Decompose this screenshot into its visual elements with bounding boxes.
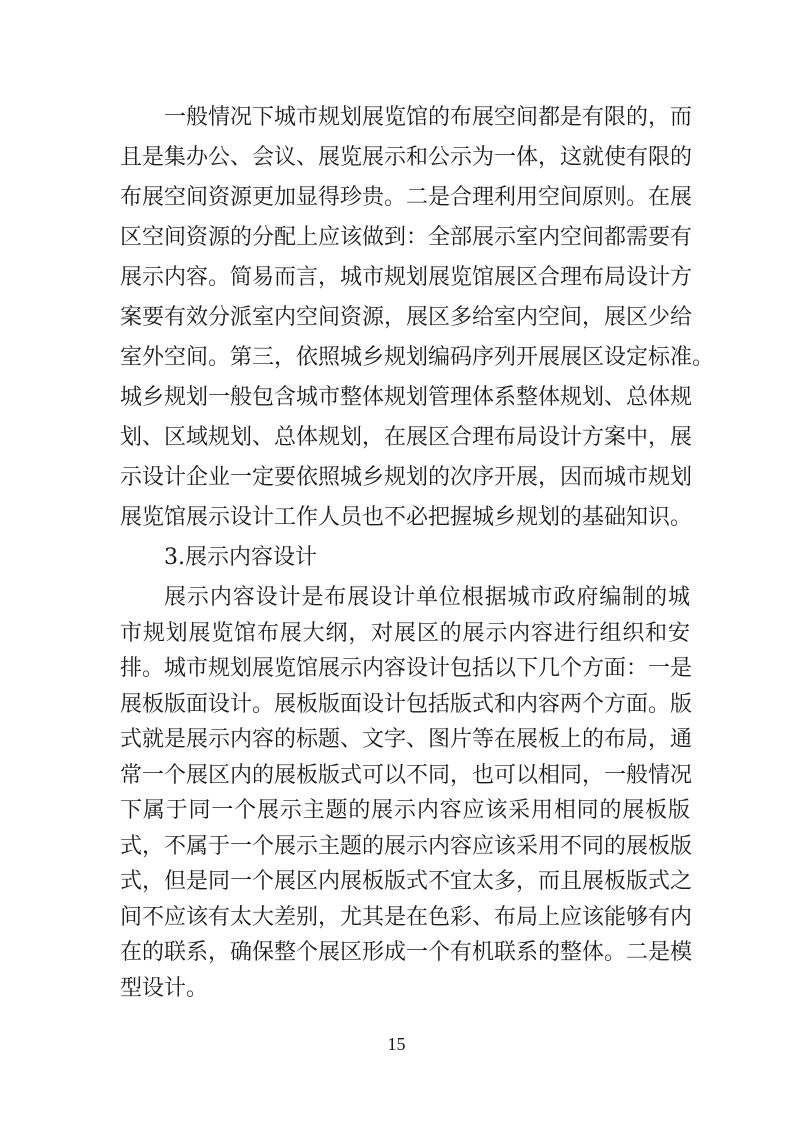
section-heading: 3.展示内容设计 [164, 545, 317, 570]
paragraph-2-line-10: 间不应该有太大差别，尤其是在色彩、布局上应该能够有内 [120, 904, 693, 930]
paragraph-2-line-5: 式就是展示内容的标题、文字、图片等在展板上的布局，通 [120, 727, 693, 752]
paragraph-1-line-2: 且是集办公、会议、展览展示和公示为一体，这就使有限的 [120, 145, 693, 170]
paragraph-1-line-7: 室外空间。第三，依照城乡规划编码序列开展展区设定标准。 [120, 345, 715, 370]
paragraph-2-line-6: 常一个展区内的展板版式可以不同，也可以相同，一般情况 [120, 762, 693, 788]
paragraph-2-line-1: 展示内容设计是布展设计单位根据城市政府编制的城 [164, 585, 690, 610]
paragraph-2-line-11: 在的联系，确保整个展区形成一个有机联系的整体。二是模 [120, 940, 693, 965]
paragraph-2-line-9: 式，但是同一个展区内展板版式不宜太多，而且展板版式之 [120, 869, 693, 894]
paragraph-2-line-2: 市规划展览馆布展大纲，对展区的展示内容进行组织和安 [120, 620, 690, 646]
paragraph-2-line-8: 式，不属于一个展示主题的展示内容应该采用不同的展板版 [120, 833, 693, 859]
paragraph-1-line-9: 划、区域规划、总体规划，在展区合理布局设计方案中，展 [120, 425, 693, 450]
paragraph-1-line-11: 展览馆展示设计工作人员也不必把握城乡规划的基础知识。 [120, 505, 693, 530]
paragraph-2-line-4: 展板版面设计。展板版面设计包括版式和内容两个方面。版 [120, 691, 693, 717]
paragraph-1-line-6: 案要有效分派室内空间资源，展区多给室内空间，展区少给 [120, 305, 693, 330]
paragraph-2-line-3: 排。城市规划展览馆展示内容设计包括以下几个方面：一是 [120, 656, 693, 681]
page-number: 15 [387, 1034, 406, 1054]
paragraph-1-line-3: 布展空间资源更加显得珍贵。二是合理利用空间原则。在展 [120, 185, 693, 210]
paragraph-1-line-5: 展示内容。简易而言，城市规划展览馆展区合理布局设计方 [120, 265, 693, 290]
paragraph-1-line-10: 示设计企业一定要依照城乡规划的次序开展，因而城市规划 [120, 465, 693, 490]
paragraph-1-line-8: 城乡规划一般包含城市整体规划管理体系整体规划、总体规 [120, 385, 693, 410]
paragraph-1-line-4: 区空间资源的分配上应该做到：全部展示室内空间都需要有 [120, 225, 693, 250]
paragraph-2-line-12: 型设计。 [120, 975, 209, 1001]
paragraph-1-line-1: 一般情况下城市规划展览馆的布展空间都是有限的，而 [164, 105, 693, 130]
paragraph-2-line-7: 下属于同一个展示主题的展示内容应该采用相同的展板版 [120, 798, 690, 823]
